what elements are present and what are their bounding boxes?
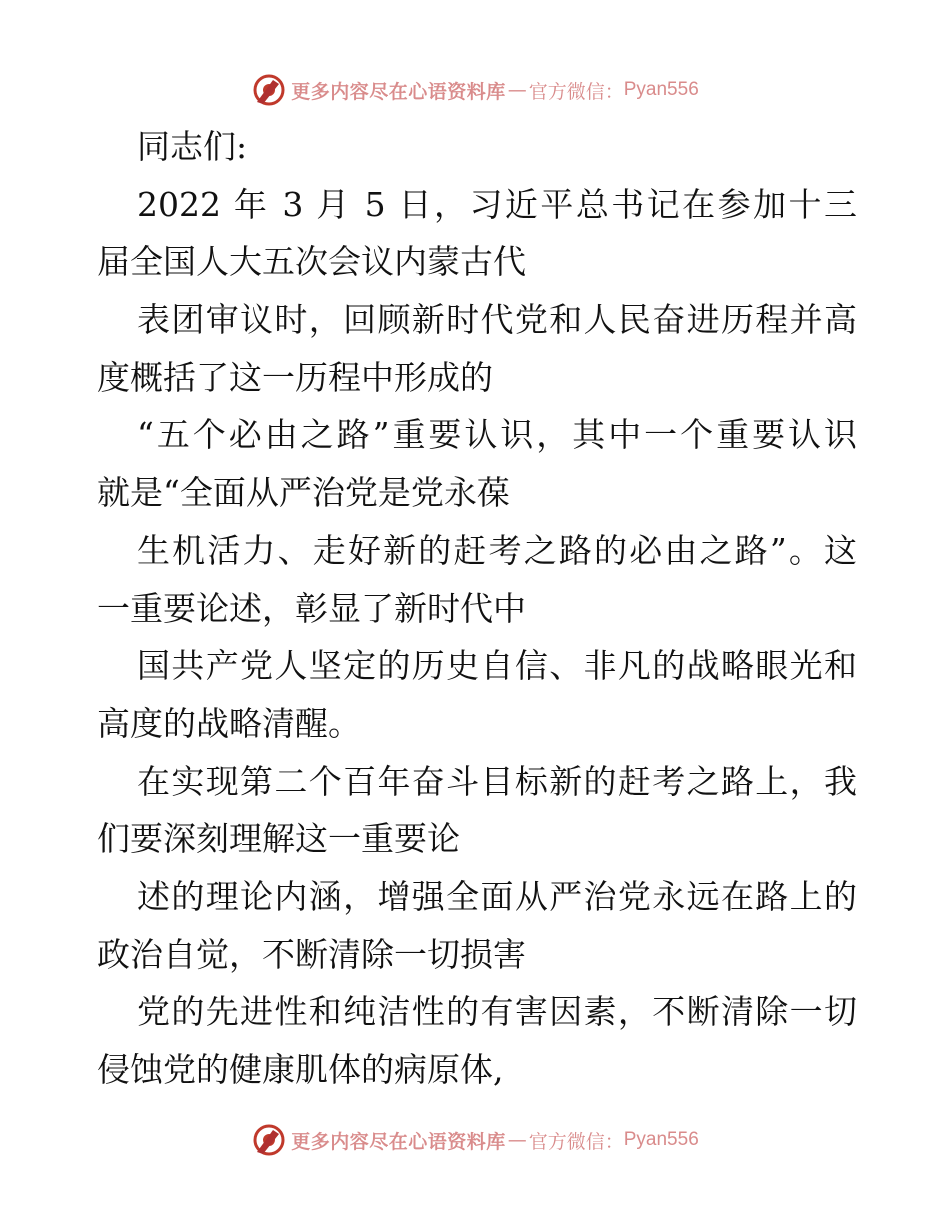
body-line: 述的理论内涵，增强全面从严治党永远在路上的 (137, 876, 857, 916)
body-line: 度概括了这一历程中形成的 (97, 357, 493, 397)
body-line: 党的先进性和纯洁性的有害因素，不断清除一切 (137, 992, 857, 1032)
body-line: 2022 年 3 月 5 日，习近平总书记在参加十三 (137, 184, 857, 224)
footer-wechat-id: Pyan556 (623, 1129, 699, 1150)
footer-official-label: 官方微信： (528, 1130, 624, 1153)
body-line: “五个必由之路”重要认识，其中一个重要认识 (137, 415, 857, 455)
footer-banner-text: 更多内容尽在心语资料库 (291, 1130, 506, 1153)
body-line: 届全国人大五次会议内蒙古代 (97, 242, 526, 282)
body-text (97, 118, 857, 1099)
header-banner-dash: — (507, 79, 527, 101)
header-banner-text: 更多内容尽在心语资料库 (291, 80, 506, 103)
body-line: 在实现第二个百年奋斗目标新的赶考之路上，我 (137, 761, 857, 801)
header-official-label: 官方微信： (528, 80, 624, 103)
body-line: 侵蚀党的健康肌体的病原体, (97, 1050, 504, 1089)
pen-logo-icon (251, 1122, 287, 1158)
body-line: 政治自觉，不断清除一切损害 (97, 934, 526, 974)
body-line: 生机活力、走好新的赶考之路的必由之路”。这 (137, 530, 857, 570)
body-line: 一重要论述，彰显了新时代中 (97, 588, 526, 628)
body-line: 表团审议时，回顾新时代党和人民奋进历程并高 (137, 300, 857, 340)
body-line: 就是“全面从严治党是党永葆 (97, 473, 510, 513)
body-line: 国共产党人坚定的历史自信、非凡的战略眼光和 (137, 646, 857, 686)
footer-banner (0, 1120, 950, 1160)
body-line: 们要深刻理解这一重要论 (97, 819, 460, 859)
body-line: 高度的战略清醒。 (97, 703, 361, 743)
header-banner (0, 70, 950, 110)
body-line: 同志们: (137, 127, 248, 166)
footer-banner-dash: — (507, 1129, 527, 1151)
pen-logo-icon (251, 72, 287, 108)
header-wechat-id: Pyan556 (623, 79, 699, 100)
